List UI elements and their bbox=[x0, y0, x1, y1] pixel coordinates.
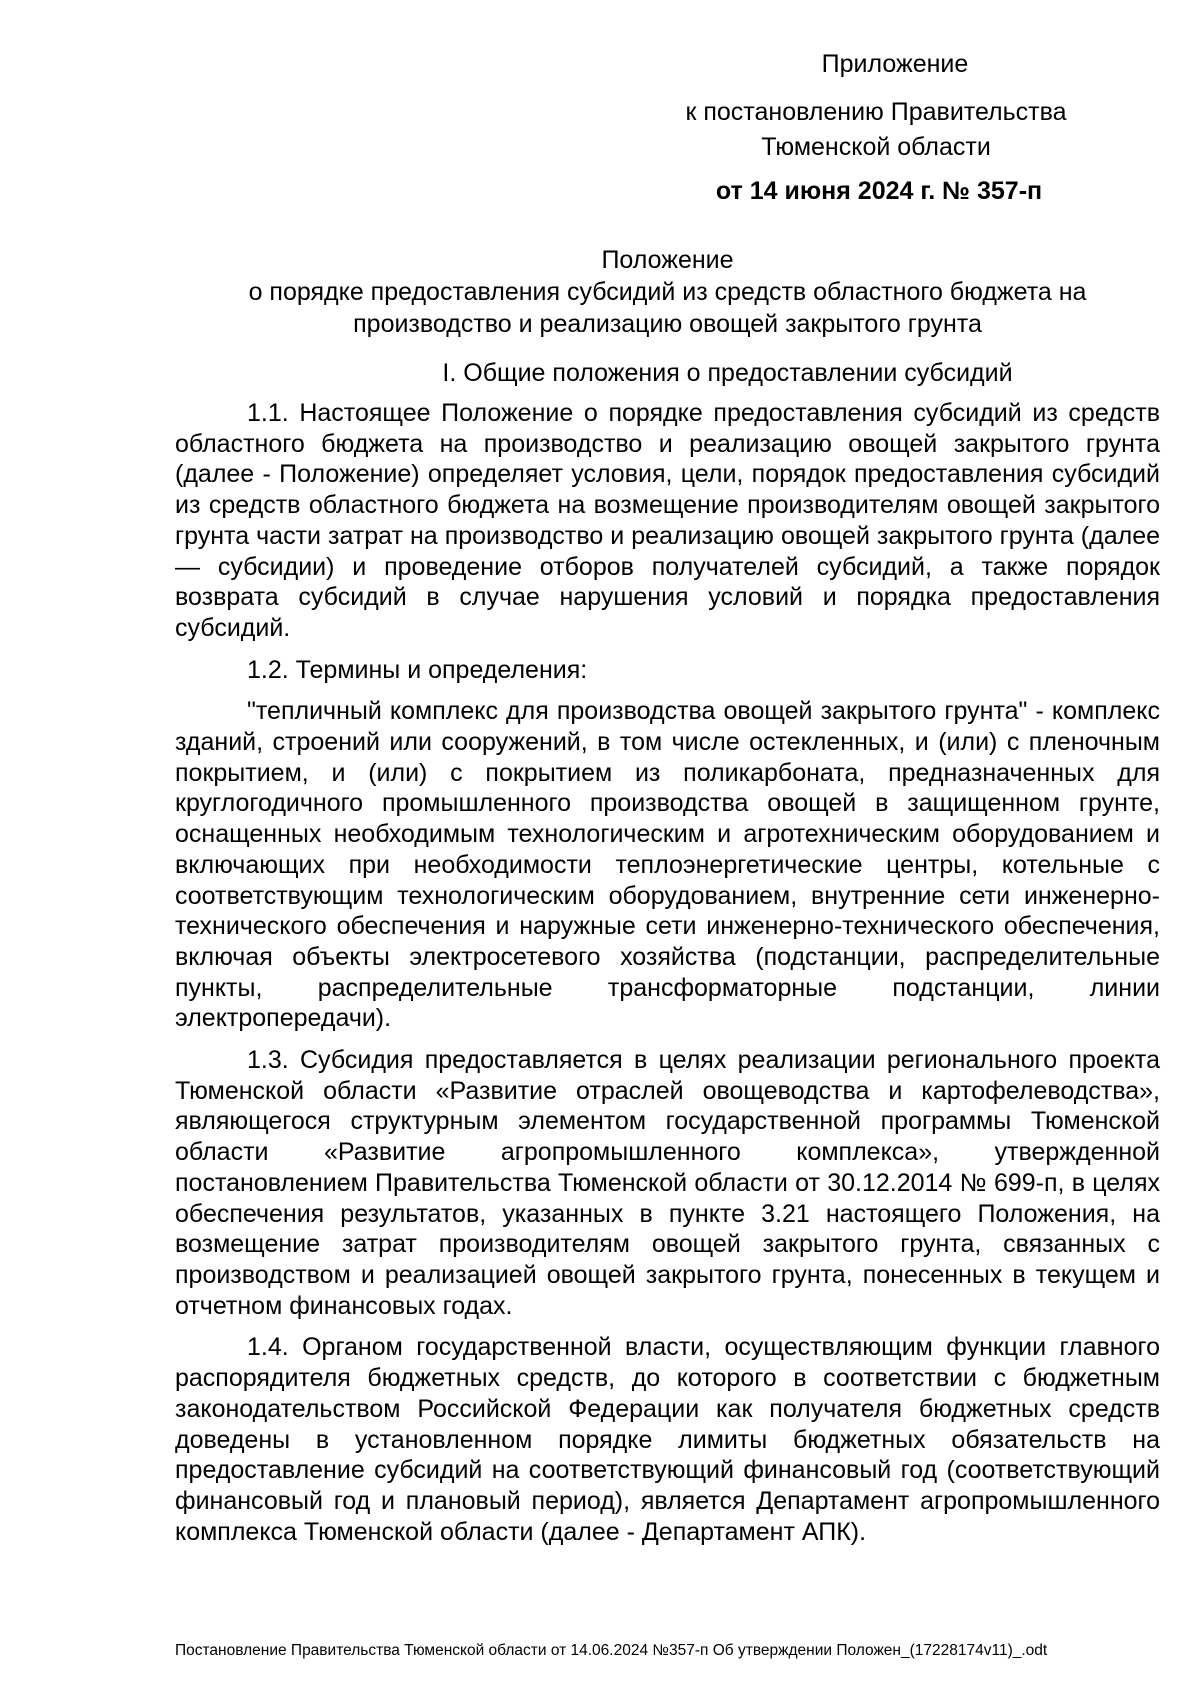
page-footer: Постановление Правительства Тюменской области от 14.06.2024 №357-п Об утверждении Положен_(17228174v11)_.odt bbox=[175, 1642, 1048, 1659]
document-body bbox=[175, 398, 1160, 1558]
appendix-header bbox=[676, 46, 1076, 209]
document-title-line2: о порядке предоставления субсидий из средств областного бюджета на производство и реализацию овощей закрытого грунта bbox=[248, 278, 1087, 338]
document-title bbox=[175, 244, 1160, 340]
section-heading: I. Общие положения о предоставлении субсидий bbox=[442, 359, 1013, 387]
paragraph-1-4: 1.4. Органом государственной власти, осуществляющим функции главного распорядителя бюджетных средств, до которого в соответствии с бюджетным законодательством Российской Федерации как получателя бюджетных средств доведены в установленном порядке лимиты бюджетных обязательств на предоставление субсидий на соответствующий финансовый год (соответствующий финансовый год и плановый период), является Департамент агропромышленного комплекса Тюменской области (далее - Департамент АПК). bbox=[175, 1333, 1160, 1546]
appendix-label: Приложение bbox=[821, 50, 969, 78]
appendix-resolution-ref: к постановлению Правительства Тюменской области bbox=[685, 98, 1067, 161]
paragraph-1-2: 1.2. Термины и определения: bbox=[247, 655, 588, 684]
paragraph-1-1: 1.1. Настоящее Положение о порядке предоставления субсидий из средств областного бюджета на производство и реализацию овощей закрытого грунта (далее - Положение) определяет условия, цели, порядок предоставления субсидий из средств областного бюджета на возмещение производителям овощей закрытого грунта части затрат на производство и реализацию овощей закрытого грунта (далее — субсидии) и проведение отборов получателей субсидий, а также порядок возврата субсидий в случае нарушения условий и порядка предоставления субсидий. bbox=[175, 399, 1160, 642]
paragraph-1-3: 1.3. Субсидия предоставляется в целях реализации регионального проекта Тюменской области «Развитие отраслей овощеводства и картофелеводства», являющегося структурным элементом государственной программы Тюменской области «Развитие агропромышленного комплекса», утвержденной постановлением Правительства Тюменской области от 30.12.2014 № 699-п, в целях обеспечения результатов, указанных в пункте 3.21 настоящего Положения, на возмещение затрат производителям овощей закрытого грунта, связанных с производством и реализацией овощей закрытого грунта, понесенных в текущем и отчетном финансовых годах. bbox=[175, 1046, 1160, 1320]
appendix-date-number: от 14 июня 2024 г. № 357-п bbox=[715, 177, 1043, 205]
paragraph-definition: "тепличный комплекс для производства овощей закрытого грунта" - комплекс зданий, строений или сооружений, в том числе остекленных, и (или) с пленочным покрытием, и (или) с покрытием из поликарбоната, предназначенных для круглогодичного промышленного производства овощей в защищенном грунте, оснащенных необходимым технологическим и агротехническим оборудованием и включающих при необходимости теплоэнергетические центры, котельные с соответствующим технологическим оборудованием, внутренние сети инженерно-технического обеспечения и наружные сети инженерно-технического обеспечения, включая объекты электросетевого хозяйства (подстанции, распределительные пункты, распределительные трансформаторные подстанции, линии электропередачи). bbox=[175, 697, 1160, 1033]
document-title-line1: Положение bbox=[601, 246, 734, 274]
